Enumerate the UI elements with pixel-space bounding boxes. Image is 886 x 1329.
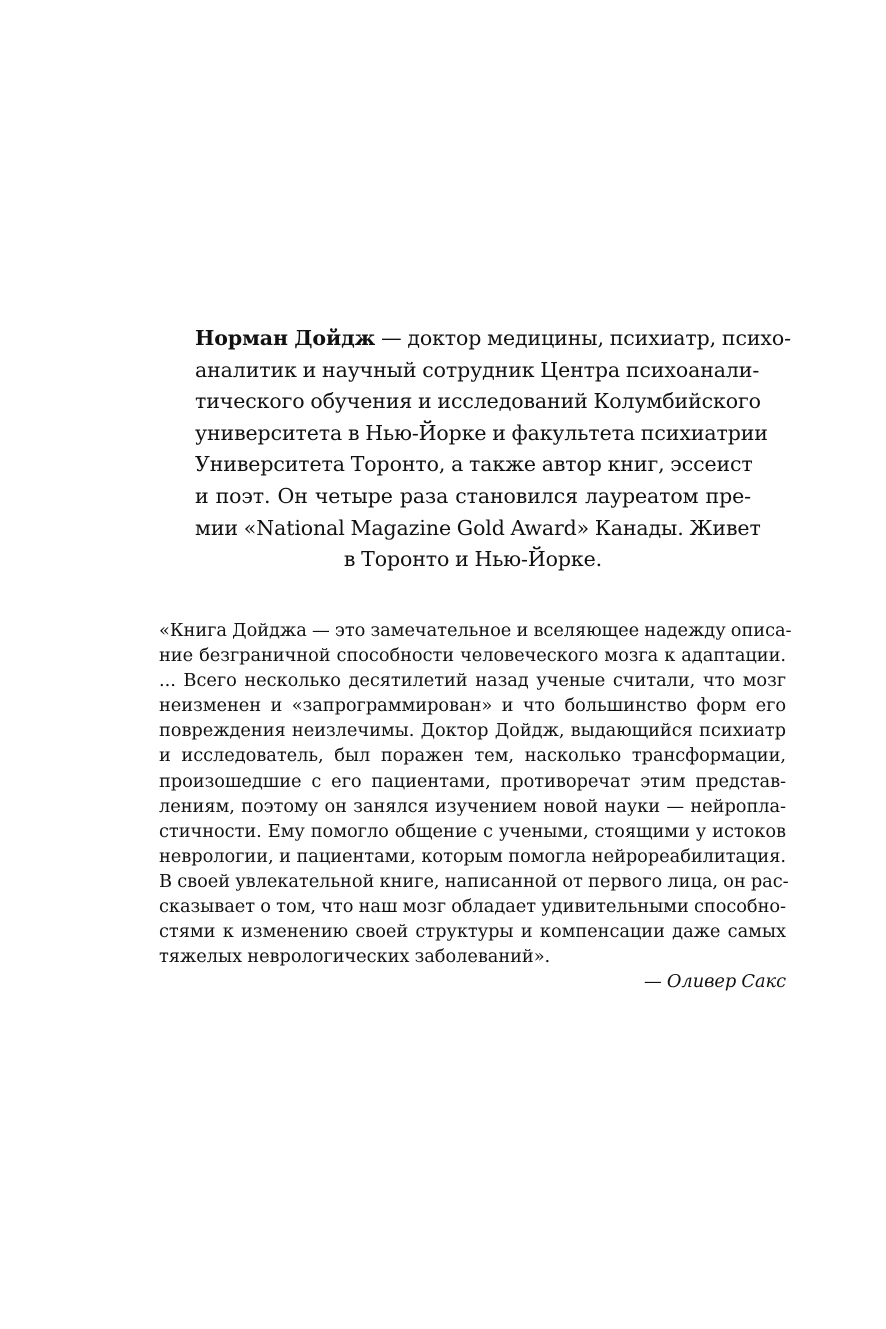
quote-last-line: тяжелых неврологических заболеваний». [159, 946, 551, 968]
quote-line: ние безграничной способности человеческого мозга к адаптации. [159, 645, 786, 667]
quote-line: ... Всего несколько десятилетий назад ученые считали, что мозг [159, 670, 786, 692]
quote-attribution: — Оливер Сакс [643, 971, 786, 993]
quote-line: произошедшие с его пациентами, противоречат этим представ- [159, 770, 786, 792]
bio-line: мии «National Magazine Gold Award» Канады. Живет [195, 515, 761, 540]
bio-line: тического обучения и исследований Колумбийского [195, 389, 761, 414]
quote-line: В своей увлекательной книге, написанной от первого лица, он рас- [159, 870, 789, 892]
quote-line: неизменен и «запрограммирован» и что большинство форм его [159, 695, 786, 717]
quote-line: повреждения неизлечимы. Доктор Дойдж, выдающийся психиатр [159, 720, 786, 742]
bio-last-line: в Торонто и Нью-Йорке. [343, 547, 603, 572]
bio-line-1 [195, 323, 791, 355]
bio-line-1-text: — доктор медицины, психиатр, психо- [375, 326, 791, 350]
quote-line: неврологии, и пациентами, которым помогла нейрореабилитация. [159, 845, 786, 867]
quote-line: сказывает о том, что наш мозг обладает удивительными способно- [159, 896, 786, 918]
bio-line: аналитик и научный сотрудник Центра психоанали- [195, 357, 760, 382]
quote-line: «Книга Дойджа — это замечательное и вселяющее надежду описа- [159, 620, 792, 641]
bio-line: университета в Нью-Йорке и факультета психиатрии [195, 420, 768, 445]
quote-line: и исследователь, был поражен тем, насколько трансформации, [159, 745, 786, 767]
quote-line: стичности. Ему помогло общение с учеными, стоящими у истоков [159, 820, 786, 842]
quote-line: стями к изменению своей структуры и компенсации даже самых [159, 921, 786, 943]
bio-line: Университета Торонто, а также автор книг, эссеист [195, 452, 753, 477]
author-name: Норман Дойдж [195, 326, 376, 350]
author-bio [195, 323, 791, 576]
review-quote [159, 618, 792, 994]
quote-line: лениям, поэтому он занялся изучением новой науки — нейропла- [159, 795, 786, 817]
bio-line: и поэт. Он четыре раза становился лауреатом пре- [195, 483, 751, 508]
